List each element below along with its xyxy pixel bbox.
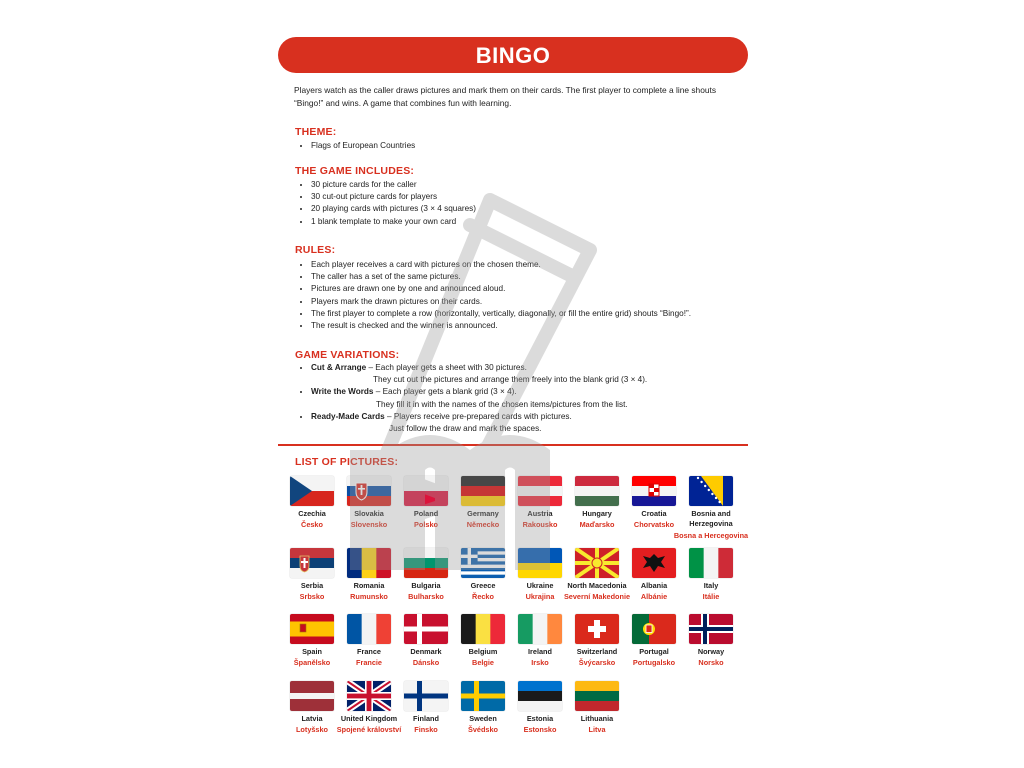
variation-cont: Just follow the draw and mark the spaces. [389, 424, 542, 434]
flag-label-en: Latvia [301, 714, 323, 723]
flag-label-cz: Chorvatsko [633, 520, 675, 529]
flag-austria-icon [518, 476, 562, 506]
flag-france-icon [347, 614, 391, 644]
flag-estonia-icon [518, 681, 562, 711]
variation-name: Ready-Made Cards [311, 411, 385, 421]
flag-label-cz: Německo [466, 520, 500, 529]
flag-label-cz: Spojené království [336, 725, 402, 734]
intro-text: Players watch as the caller draws pictures and mark them on their cards. The first player to complete a line shouts “Bingo!” and wins. A game that combines fun with learning. [294, 85, 717, 108]
flag-label-cz: Finsko [414, 725, 438, 734]
flag-label-cz: Rumunsko [350, 592, 388, 601]
variation-text: – Each player gets a sheet with 30 pictures. [366, 363, 527, 372]
flag-label-cz: Polsko [414, 520, 438, 529]
flag-label-cz: Bulharsko [408, 592, 444, 601]
list-item: • 20 playing cards with pictures (3 × 4 squares) [311, 203, 476, 215]
flag-label-en: Serbia [300, 581, 324, 590]
flag-albania-icon [632, 548, 676, 578]
flag-label-cz: Španělsko [293, 658, 331, 667]
list-item: • The result is checked and the winner is announced. [311, 320, 691, 332]
flag-label-cz: Litva [588, 725, 606, 734]
flag-label-en: Italy [703, 581, 719, 590]
flag-hungary-icon [575, 476, 619, 506]
flag-label-cz: Norsko [698, 658, 724, 667]
flag-label-cz: Česko [301, 520, 323, 529]
list-item: • Flags of European Countries [311, 140, 415, 152]
flag-sweden-icon [461, 681, 505, 711]
flag-label-en: Finland [413, 714, 439, 723]
pictures-heading: LIST OF PICTURES: [295, 456, 399, 468]
variations-heading: GAME VARIATIONS: [295, 349, 400, 361]
flag-label-en: North Macedonia [567, 581, 627, 590]
list-item [311, 362, 647, 386]
flag-label-cz: Řecko [472, 592, 494, 601]
rules-list [295, 259, 691, 332]
variation-text: – Each player gets a blank grid (3 × 4). [373, 387, 517, 397]
flag-label-en: Czechia [298, 509, 326, 518]
flag-ireland-icon [518, 614, 562, 644]
flag-croatia-icon [632, 476, 676, 506]
flag-label-en: Ukraine [526, 581, 554, 590]
flag-label-cz: Albánie [640, 592, 668, 601]
flag-norway-icon [689, 614, 733, 644]
list-item: • Players mark the drawn pictures on their cards. [311, 296, 691, 308]
list-item: • 30 picture cards for the caller [311, 179, 476, 191]
variation-cont: They cut out the pictures and arrange them freely into the blank grid (3 × 4). [373, 375, 648, 385]
flag-label-en: Belgium [468, 647, 498, 656]
flag-label-en: Ireland [528, 647, 552, 656]
flag-label-en: Switzerland [576, 647, 618, 656]
list-item: • Pictures are drawn one by one and announced aloud. [311, 283, 691, 295]
flag-label-cz: Belgie [472, 658, 494, 667]
flag-label-cz: Rakousko [522, 520, 558, 529]
page-title: BINGO [278, 37, 748, 73]
flag-label-cz: Dánsko [412, 658, 440, 667]
list-item [311, 386, 647, 410]
flag-label-cz: Estonsko [523, 725, 557, 734]
flag-switzerland-icon [575, 614, 619, 644]
list-item: • The first player to complete a row (horizontally, vertically, diagonally, or fill the entire grid) shouts “Bingo!”. [311, 308, 691, 320]
list-item [311, 411, 647, 435]
flag-label-en: United Kingdom [340, 714, 398, 723]
flag-label-cz: Severní Makedonie [563, 592, 631, 601]
flag-label-en: Austria [527, 509, 553, 518]
flag-italy-icon [689, 548, 733, 578]
flag-czechia-icon [290, 476, 334, 506]
flag-belgium-icon [461, 614, 505, 644]
flag-label-cz: Srbsko [299, 592, 325, 601]
flag-finland-icon [404, 681, 448, 711]
flag-portugal-icon [632, 614, 676, 644]
flag-label-cz: Francie [356, 658, 382, 667]
section-divider [278, 444, 748, 446]
flag-ukraine-icon [518, 548, 562, 578]
flag-label-en: France [357, 647, 381, 656]
flag-label-en: Romania [353, 581, 385, 590]
list-item: • 1 blank template to make your own card [311, 216, 476, 228]
flag-spain-icon [290, 614, 334, 644]
flag-label-en: Albania [640, 581, 668, 590]
flag-germany-icon [461, 476, 505, 506]
flag-romania-icon [347, 548, 391, 578]
theme-heading: THEME: [295, 126, 337, 138]
flag-label-en: Sweden [469, 714, 497, 723]
flag-label-en: Lithuania [580, 714, 614, 723]
flag-label-en: Bosnia and Herzegovina [689, 509, 733, 528]
flag-denmark-icon [404, 614, 448, 644]
flag-united-kingdom-icon [347, 681, 391, 711]
includes-list [295, 179, 476, 228]
theme-list [295, 140, 415, 152]
flag-label-en: Estonia [526, 714, 554, 723]
flag-greece-icon [461, 548, 505, 578]
flag-poland-icon [404, 476, 448, 506]
flag-label-en: Denmark [410, 647, 442, 656]
flag-latvia-icon [290, 681, 334, 711]
flag-label-en: Hungary [582, 509, 612, 518]
flag-label-cz: Itálie [702, 592, 720, 601]
flag-label-cz: Maďarsko [579, 520, 615, 529]
flag-label-cz: Irsko [531, 658, 549, 667]
flag-label-cz: Švédsko [467, 725, 498, 734]
variation-text: – Players receive pre-prepared cards with pictures. [384, 411, 572, 421]
flag-label-cz: Portugalsko [632, 658, 676, 667]
flag-serbia-icon [290, 548, 334, 578]
variation-cont: They fill it in with the names of the chosen items/pictures from the list. [376, 399, 628, 409]
flag-label-en: Bulgaria [411, 581, 441, 590]
flag-north-macedonia-icon [575, 548, 619, 578]
flag-slovakia-icon [347, 476, 391, 506]
flag-label-cz: Lotyšsko [295, 725, 329, 734]
rules-heading: RULES: [295, 244, 336, 256]
flag-label-en: Norway [697, 647, 725, 656]
flag-label-cz: Slovensko [350, 520, 388, 529]
flag-label-en: Portugal [639, 647, 669, 656]
flag-label-cz: Švýcarsko [578, 658, 616, 667]
variation-name: Cut & Arrange [311, 363, 367, 372]
flag-label-cz: Bosna a Hercegovina [673, 531, 749, 540]
flag-label-en: Germany [467, 509, 499, 518]
bingo-sheet [278, 36, 748, 761]
list-item: • 30 cut-out picture cards for players [311, 191, 476, 203]
flag-label-en: Croatia [641, 509, 667, 518]
list-item: • The caller has a set of the same pictures. [311, 271, 691, 283]
flag-label-en: Poland [413, 509, 439, 518]
flag-label-en: Greece [470, 581, 496, 590]
flag-label-cz: Ukrajina [525, 592, 555, 601]
includes-heading: THE GAME INCLUDES: [295, 165, 415, 177]
flag-label-en: Slovakia [354, 509, 384, 518]
list-item: • Each player receives a card with pictures on the chosen theme. [311, 259, 691, 271]
flag-label-en: Spain [302, 647, 322, 656]
variation-name: Write the Words [311, 387, 374, 397]
flag-bosnia-and-herzegovina-icon [689, 476, 733, 506]
variations-list [295, 362, 647, 435]
flag-bulgaria-icon [404, 548, 448, 578]
flag-lithuania-icon [575, 681, 619, 711]
